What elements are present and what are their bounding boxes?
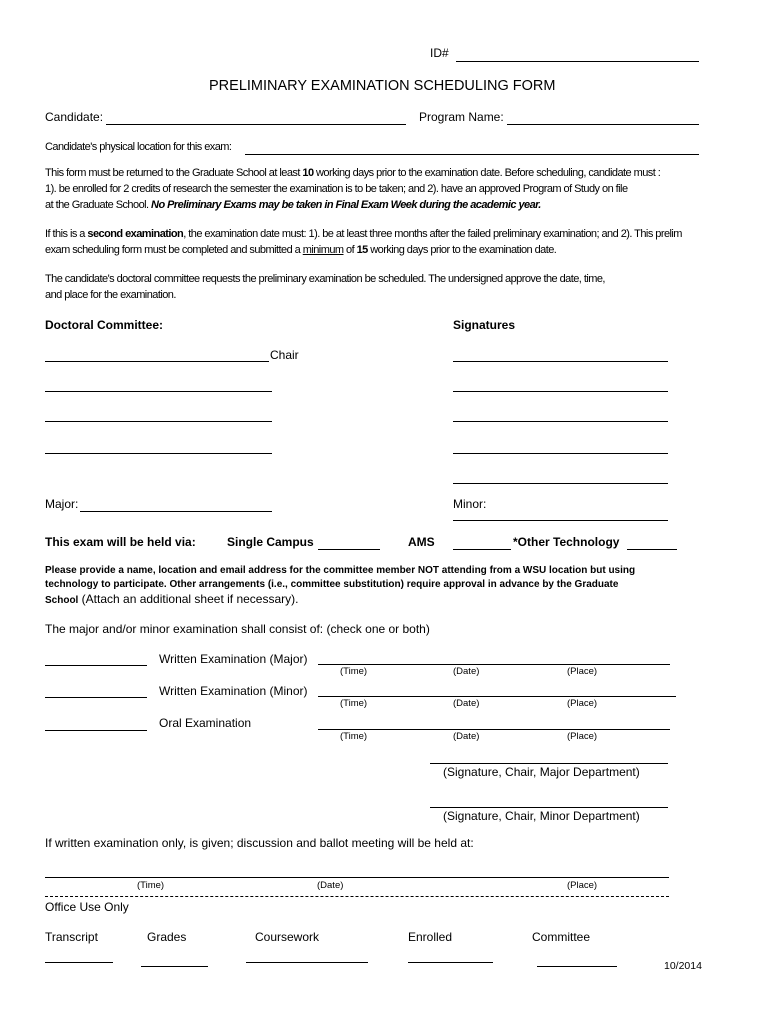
instruction-p3-line2: and place for the examination. [45,289,176,301]
enrolled-field[interactable] [408,962,493,963]
office-column-enrolled: Enrolled [408,930,453,944]
minor-label: Minor: [453,497,487,511]
committee-field[interactable] [537,966,617,967]
written-minor-label: Written Examination (Minor) [159,684,308,698]
instruction-p2-line2: exam scheduling form must be completed and submitted a minimum of 15 working days prior to the examination date. [45,244,557,256]
committee-signature-field[interactable] [453,391,668,392]
major-chair-signature-field[interactable] [430,763,668,764]
written-minor-details-field[interactable] [318,696,676,697]
notice-line1: Please provide a name, location and email address for the committee member NOT attending from a WSU location but using [45,565,636,576]
notice-line3: School (Attach an additional sheet if necessary). [45,592,299,606]
single-campus-option: Single Campus [227,535,314,549]
time-caption: (Time) [137,880,165,891]
written-only-text: If written examination only, is given; discussion and ballot meeting will be held at: [45,836,474,850]
written-major-check-field[interactable] [45,665,147,666]
committee-signature-field[interactable] [453,483,668,484]
date-caption: (Date) [453,698,480,709]
instruction-p1-line3: at the Graduate School. No Preliminary Exams may be taken in Final Exam Week during the academic year. [45,199,541,211]
place-caption: (Place) [567,731,598,742]
place-caption: (Place) [567,880,598,891]
committee-signature-field[interactable] [453,421,668,422]
committee-member-field[interactable] [45,453,272,454]
committee-signature-field[interactable] [453,453,668,454]
written-major-label: Written Examination (Major) [159,652,308,666]
page-title: PRELIMINARY EXAMINATION SCHEDULING FORM [209,78,556,94]
program-name-field[interactable] [507,124,699,125]
coursework-field[interactable] [246,962,368,963]
time-caption: (Time) [340,731,368,742]
date-caption: (Date) [453,731,480,742]
ams-option: AMS [408,535,435,549]
minor-field[interactable] [453,520,668,521]
held-via-label: This exam will be held via: [45,535,196,549]
oral-exam-label: Oral Examination [159,716,252,730]
committee-member-field[interactable] [45,391,272,392]
chair-signature-field[interactable] [453,361,668,362]
committee-member-field[interactable] [45,421,272,422]
grades-field[interactable] [141,966,208,967]
major-chair-signature-caption: (Signature, Chair, Major Department) [443,765,640,779]
written-major-details-field[interactable] [318,664,670,665]
other-technology-field[interactable] [627,549,677,550]
exam-intro: The major and/or minor examination shall consist of: (check one or both) [45,622,430,636]
written-minor-check-field[interactable] [45,697,147,698]
instruction-p1-line2: 1). be enrolled for 2 credits of research the semester the examination is to be taken; and 2). have an approved Program of Study on file [45,183,628,195]
ams-field[interactable] [453,549,511,550]
minor-chair-signature-field[interactable] [430,807,668,808]
notice-line2: technology to participate. Other arrangements (i.e., committee substitution) require approval in advance by the Graduate [45,579,619,590]
candidate-field[interactable] [106,124,406,125]
form-version: 10/2014 [664,960,702,972]
committee-heading: Doctoral Committee: [45,318,164,332]
oral-check-field[interactable] [45,730,147,731]
office-column-grades: Grades [147,930,187,944]
place-caption: (Place) [567,698,598,709]
chair-name-field[interactable] [45,361,269,362]
place-caption: (Place) [567,666,598,677]
signatures-heading: Signatures [453,318,516,332]
date-caption: (Date) [317,880,344,891]
instruction-p1-line1: This form must be returned to the Graduate School at least 10 working days prior to the examination date. Before scheduling, candidate must : [45,167,661,179]
id-label: ID# [430,46,449,60]
location-label: Candidate's physical location for this exam: [45,141,232,153]
time-caption: (Time) [340,698,368,709]
single-campus-field[interactable] [318,549,380,550]
program-name-label: Program Name: [419,110,504,124]
location-field[interactable] [245,154,699,155]
major-field[interactable] [80,511,272,512]
time-caption: (Time) [340,666,368,677]
office-column-transcript: Transcript [45,930,98,944]
instruction-p2-line1: If this is a second examination, the examination date must: 1). be at least three months after the failed preliminary examination; and 2). This prelim [45,228,682,240]
office-column-coursework: Coursework [255,930,320,944]
major-label: Major: [45,497,79,511]
candidate-label: Candidate: [45,110,104,124]
minor-chair-signature-caption: (Signature, Chair, Minor Department) [443,809,640,823]
transcript-field[interactable] [45,962,113,963]
office-column-committee: Committee [532,930,591,944]
id-field[interactable] [456,61,699,62]
ballot-meeting-field[interactable] [45,877,669,878]
other-technology-option: *Other Technology [513,535,620,549]
office-use-heading: Office Use Only [45,900,129,914]
office-divider [45,896,669,897]
instruction-p3-line1: The candidate's doctoral committee requests the preliminary examination be scheduled. The undersigned approve the date, time, [45,273,605,285]
date-caption: (Date) [453,666,480,677]
oral-details-field[interactable] [318,729,670,730]
chair-label: Chair [270,348,299,362]
